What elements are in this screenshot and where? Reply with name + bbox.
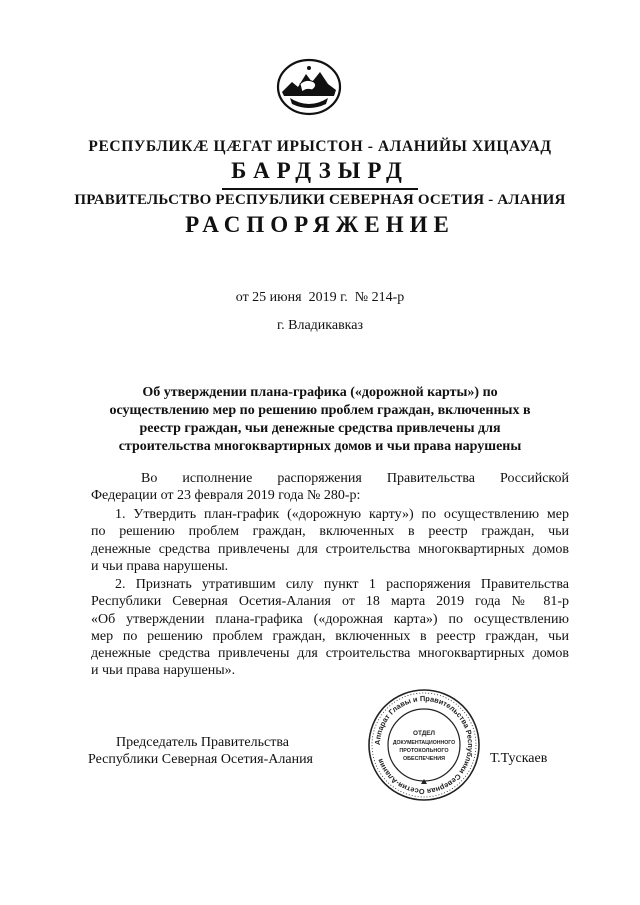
body-line: 1. Утвердить план-график («дорожную карту») по осуществлению мер — [115, 507, 569, 522]
title-line: Об утверждении плана-графика («дорожной карты») по — [142, 385, 498, 400]
body-line: Федерации от 23 февраля 2019 года № 280-р: — [91, 488, 361, 504]
header-ossetian-line: РЕСПУБЛИКӔ ЦӔГАТ ИРЫСТОН - АЛАНИЙЫ ХИЦАУАД — [88, 138, 552, 155]
document-date-number — [0, 290, 640, 306]
stamp-center-line: ДОКУМЕНТАЦИОННОГО — [392, 740, 456, 746]
stamp-center-line: ПРОТОКОЛЬНОГО — [399, 748, 449, 754]
body-line: денежные средства привлечены для строительства многоквартирных домов — [91, 541, 569, 557]
body-line: денежные средства привлечены для строительства многоквартирных домов — [91, 646, 569, 662]
signatory-position-line: Республики Северная Осетия-Алания — [88, 752, 313, 767]
stamp-center-line: ОТДЕЛ — [412, 730, 436, 737]
signatory-name: Т.Тускаев — [490, 751, 548, 766]
stamp-center-line: ОБЕСПЕЧЕНИЯ — [402, 756, 446, 762]
header-rasporyazhenie: РАСПОРЯЖЕНИЕ — [185, 212, 455, 237]
title-line: осуществлению мер по решению проблем граждан, включенных в — [109, 403, 531, 418]
header-bardzyrd: БАРДЗЫРД — [231, 158, 409, 183]
body-intro — [91, 470, 569, 505]
signatory-position-line: Председатель Правительства — [116, 735, 289, 750]
coat-of-arms-icon — [276, 58, 342, 116]
official-seal-icon — [367, 688, 481, 802]
body-line: по решению проблем граждан, включенных в реестр граждан, чьи — [91, 524, 569, 540]
date-number-text: от 25 июня 2019 г. № 214-р — [235, 290, 405, 305]
body-item-2 — [91, 576, 569, 680]
body-line: 2. Признать утратившим силу пункт 1 распоряжения Правительства — [115, 577, 569, 592]
title-line: реестр граждан, чьи денежные средства привлечены для — [139, 421, 501, 436]
document-title — [60, 384, 580, 456]
stamp-ring-text: Аппарат Главы и Правительства Республики Северная Осетия-Алания — [372, 693, 476, 797]
body-line: «Об утверждении плана-графика («дорожная карта») по осуществлению — [91, 611, 569, 627]
header-divider — [222, 188, 418, 190]
body-item-1 — [91, 506, 569, 575]
title-line: строительства многоквартирных домов и чьи права нарушены — [118, 439, 522, 454]
header-russian-line: ПРАВИТЕЛЬСТВО РЕСПУБЛИКИ СЕВЕРНАЯ ОСЕТИЯ - АЛАНИЯ — [74, 192, 566, 208]
body-line: Республики Северная Осетия-Алания от 18 марта 2019 года № 81-р — [91, 594, 569, 610]
document-city: г. Владикавказ — [276, 318, 364, 333]
body-line: Во исполнение распоряжения Правительства Российской — [141, 471, 569, 486]
body-line: мер по решению проблем граждан, включенных в реестр граждан, чьи — [91, 628, 569, 644]
body-line: и чьи права нарушены». — [91, 663, 236, 679]
body-line: и чьи права нарушены. — [91, 558, 229, 574]
signatory-position — [88, 734, 313, 768]
